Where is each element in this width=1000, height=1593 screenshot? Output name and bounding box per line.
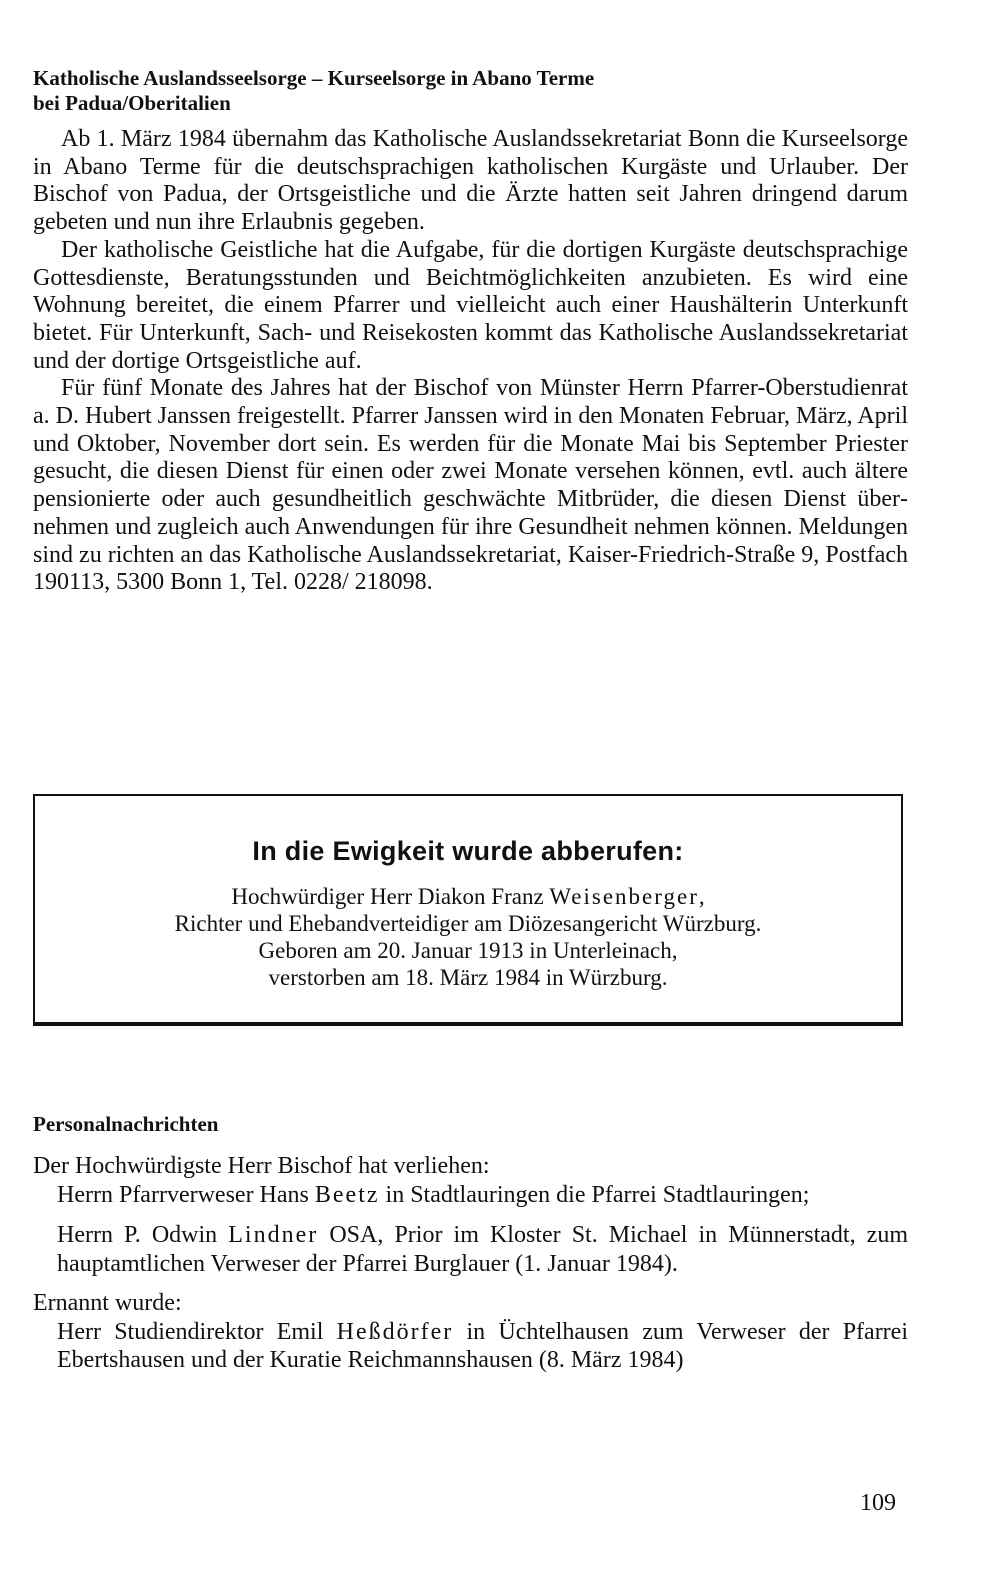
obituary-name: Weisenberger (549, 884, 699, 909)
personal-item-suffix: in Stadtlauringen die Pfarrei Stadtlauringen; (379, 1181, 810, 1208)
obituary-line: verstorben am 18. März 1984 in Würzburg. (268, 965, 668, 990)
personal-item-name: Heßdörfer (336, 1318, 454, 1345)
obituary-title: In die Ewigkeit wurde abberufen: (252, 836, 684, 866)
personal-item-prefix: Herrn Pfarrverweser Hans (57, 1181, 315, 1208)
page-number: 109 (860, 1490, 896, 1516)
article-title-line2: bei Padua/Oberitalien (33, 91, 231, 115)
obituary-box (33, 794, 903, 1026)
article-paragraph: Für fünf Monate des Jahres hat der Bischof von Münster Herrn Pfarrer-Oberstudienrat a. D. Hubert Janssen freigestellt. Pfarrer Janssen wird in den Monaten Februar, März, April und Oktober, November dort sein. Es werden für die Monate Mai bis September Priester gesucht, die diesen Dienst für einen oder zwei Monate versehen können, evtl. auch ältere pensionierte oder auch gesundheitlich geschwächte Mitbrüder, die diesen Dienst übernehmen und zugleich auch Anwendungen für ihre Gesundheit nehmen können. Meldungen sind zu richten an das Katholische Auslandssekretariat, Kaiser-Friedrich-Straße 9, Postfach 190113, 5300 Bonn 1, Tel. 0228/ 218098. (33, 375, 908, 596)
article-title (33, 66, 908, 116)
personal-intro: Ernannt wurde: (33, 1290, 182, 1316)
article-paragraph: Ab 1. März 1984 übernahm das Katholische Auslandssekretariat Bonn die Kurseelsorge in Abano Terme für die deutschsprachigen katholischen Kurgäste und Urlauber. Der Bischof von Padua, der Ortsgeistliche und die Ärzte hatten seit Jahren dringend darum gebeten und nun ihre Erlaubnis gegeben. (33, 126, 908, 236)
personal-item-prefix: Herr Studiendirektor Emil (57, 1318, 337, 1345)
obituary-suffix: , (698, 884, 705, 909)
obituary-line: Richter und Ehebandverteidiger am Diözesangericht Würzburg. (174, 911, 762, 936)
personal-intro: Der Hochwürdigste Herr Bischof hat verliehen: (33, 1153, 490, 1179)
article-section (33, 66, 908, 597)
personal-item-name: Lindner (228, 1222, 319, 1248)
personal-item (57, 1318, 908, 1375)
personal-item-prefix: Herrn P. Odwin (57, 1222, 229, 1248)
personal-item (57, 1181, 908, 1210)
obituary-line: Geboren am 20. Januar 1913 in Unterleinach, (258, 938, 678, 963)
obituary-prefix: Hochwürdiger Herr Diakon Franz (231, 884, 550, 909)
obituary-line (35, 883, 901, 910)
personal-item-name: Beetz (314, 1181, 380, 1208)
personal-news-title: Personalnachrichten (33, 1112, 219, 1136)
article-paragraph: Der katholische Geistliche hat die Aufgabe, für die dortigen Kurgäste deutschsprachige Gottesdienste, Beratungsstunden und Beichtmöglichkeiten anzubieten. Es wird eine Wohnung bereitet, die einem Pfarrer und vielleicht auch einer Haushälterin Unterkunft bietet. Für Unterkunft, Sach- und Reisekosten kommt das Katholische Auslandssekretariat und der dortige Ortsgeistliche auf. (33, 236, 908, 374)
personal-item-suffix: OSA, Prior im Kloster St. Michael in Münnerstadt, zum hauptamtlichen Verweser der Pfarrei Burglauer (1. Januar 1984). (57, 1222, 908, 1277)
personal-item-suffix: in Üchtelhausen zum Verweser der Pfarrei Ebertshausen und der Kuratie Reichmannshausen (8. März 1984) (57, 1318, 908, 1373)
article-title-line1: Katholische Auslandsseelsorge – Kurseelsorge in Abano Terme (33, 66, 595, 90)
personal-item (57, 1221, 908, 1278)
personal-news-section (33, 1112, 908, 1375)
